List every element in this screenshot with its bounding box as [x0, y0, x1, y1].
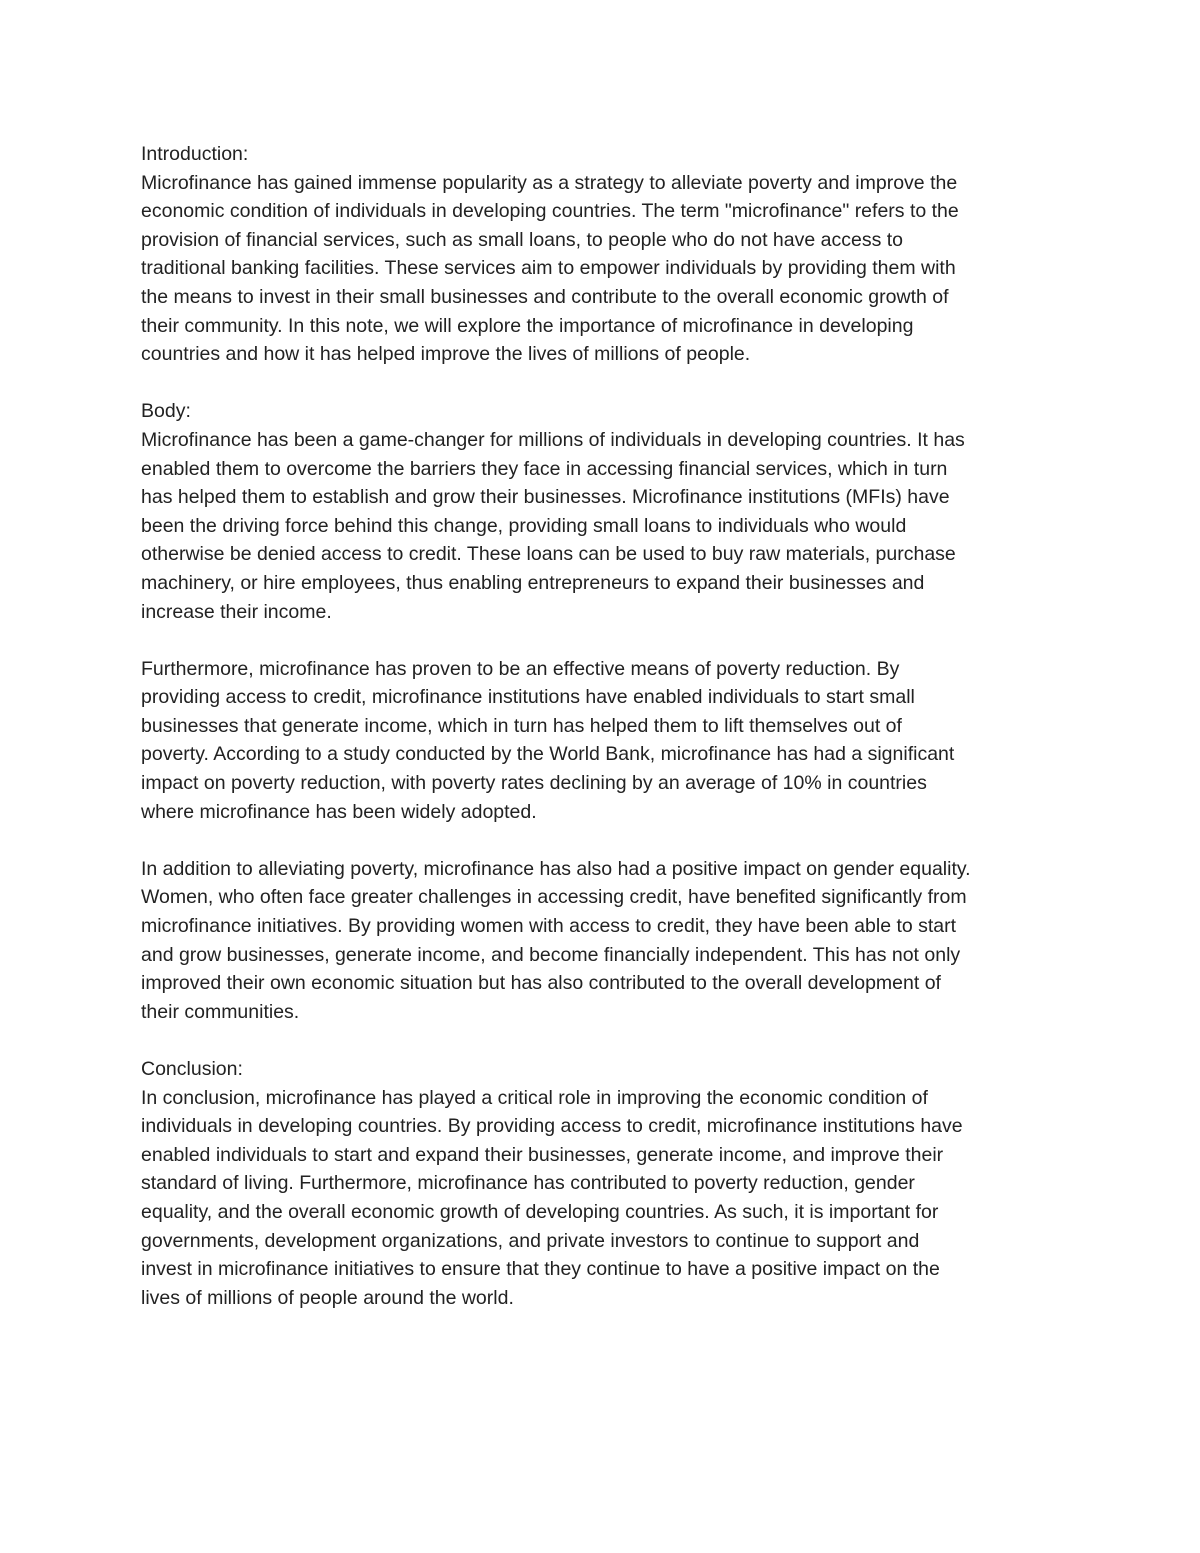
text-line: In addition to alleviating poverty, microfinance has also had a positive impact on gender equality. — [141, 857, 971, 880]
text-line: has helped them to establish and grow their businesses. Microfinance institutions (MFIs) have — [141, 486, 950, 509]
body-paragraph-3 — [141, 855, 1071, 1027]
text-line: governments, development organizations, and private investors to continue to support and — [141, 1229, 920, 1252]
text-line: Microfinance has gained immense popularity as a strategy to alleviate poverty and improve the — [141, 171, 958, 194]
introduction-heading: Introduction: — [141, 143, 249, 165]
text-line: their community. In this note, we will explore the importance of microfinance in developing — [141, 314, 914, 337]
text-line: and grow businesses, generate income, and become financially independent. This has not only — [141, 943, 961, 966]
text-line: microfinance initiatives. By providing women with access to credit, they have been able to start — [141, 915, 957, 938]
text-line: Furthermore, microfinance has proven to be an effective means of poverty reduction. By — [141, 657, 900, 680]
text-line: Women, who often face greater challenges in accessing credit, have benefited significantly from — [141, 886, 967, 909]
introduction-section — [141, 140, 1071, 369]
text-line: individuals in developing countries. By providing access to credit, microfinance institutions have — [141, 1115, 963, 1138]
text-line: machinery, or hire employees, thus enabling entrepreneurs to expand their businesses and — [141, 571, 925, 594]
text-line: impact on poverty reduction, with poverty rates declining by an average of 10% in countries — [141, 772, 927, 795]
text-line: poverty. According to a study conducted by the World Bank, microfinance has had a significant — [141, 743, 955, 766]
text-line: standard of living. Furthermore, microfinance has contributed to poverty reduction, gender — [141, 1172, 915, 1195]
text-line: equality, and the overall economic growth of developing countries. As such, it is important for — [141, 1200, 939, 1223]
text-line: invest in microfinance initiatives to ensure that they continue to have a positive impact on the — [141, 1258, 940, 1281]
text-line: improved their own economic situation but has also contributed to the overall development of — [141, 972, 941, 995]
text-line: Microfinance has been a game-changer for millions of individuals in developing countries. It has — [141, 428, 965, 451]
text-line: providing access to credit, microfinance institutions have enabled individuals to start small — [141, 686, 915, 709]
conclusion-heading: Conclusion: — [141, 1058, 243, 1080]
text-line: businesses that generate income, which in turn has helped them to lift themselves out of — [141, 714, 902, 737]
text-line: otherwise be denied access to credit. These loans can be used to buy raw materials, purchase — [141, 543, 956, 566]
conclusion-section — [141, 1055, 1071, 1312]
text-line: lives of millions of people around the world. — [141, 1286, 514, 1309]
text-line: enabled them to overcome the barriers they face in accessing financial services, which in turn — [141, 457, 948, 480]
body-section — [141, 397, 1071, 1026]
body-paragraph-2 — [141, 655, 1071, 827]
document-content — [141, 140, 1071, 1341]
text-line: traditional banking facilities. These services aim to empower individuals by providing them with — [141, 257, 956, 280]
text-line: their communities. — [141, 1000, 300, 1023]
body-paragraph-1 — [141, 397, 1071, 626]
text-line: provision of financial services, such as small loans, to people who do not have access to — [141, 228, 903, 251]
text-line: the means to invest in their small businesses and contribute to the overall economic growth of — [141, 285, 949, 308]
text-line: economic condition of individuals in developing countries. The term "microfinance" refers to the — [141, 200, 959, 223]
text-line: increase their income. — [141, 600, 332, 623]
text-line: been the driving force behind this change, providing small loans to individuals who would — [141, 514, 907, 537]
text-line: where microfinance has been widely adopted. — [141, 800, 537, 823]
text-line: enabled individuals to start and expand their businesses, generate income, and improve their — [141, 1143, 944, 1166]
text-line: countries and how it has helped improve the lives of millions of people. — [141, 343, 751, 366]
body-heading: Body: — [141, 400, 191, 423]
text-line: In conclusion, microfinance has played a critical role in improving the economic condition of — [141, 1086, 928, 1109]
